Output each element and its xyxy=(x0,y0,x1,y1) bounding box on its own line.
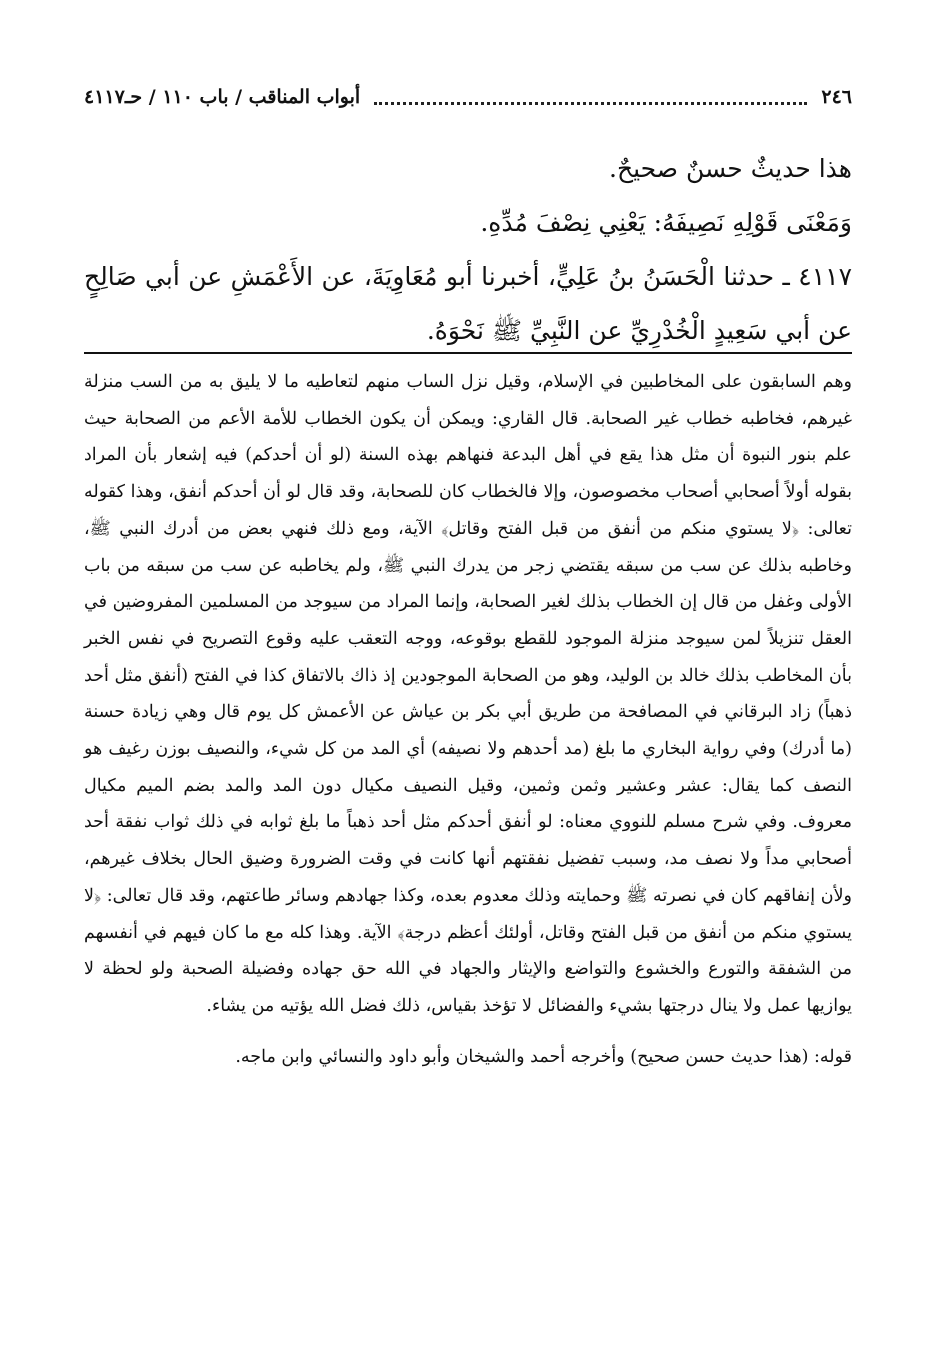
main-text xyxy=(84,142,852,358)
paragraph-gap xyxy=(84,1025,852,1039)
grading-line: هذا حديثٌ حسنٌ صحيحٌ. xyxy=(609,154,852,183)
page-number: ٢٤٦ xyxy=(821,86,852,108)
book-page xyxy=(84,80,852,1310)
running-title: أبواب المناقب / باب ١١٠ / حـ٤١١٧ xyxy=(84,86,361,108)
hadith-text: ٤١١٧ ـ حدثنا الْحَسَنُ بنُ عَلِيٍّ، أخبرنا أبو مُعَاوِيَةَ، عن الأَعْمَشِ عن أبي صَالِحٍ عن أبي سَعِيدٍ الْخُدْرِيِّ عن النَّبِيِّ ﷺ نَحْوَهُ. xyxy=(84,262,852,345)
header-dotted-leader xyxy=(374,102,807,105)
commentary-paragraph-takhrij: قوله: (هذا حديث حسن صحيح) وأخرجه أحمد والشيخان وأبو داود والنسائي وابن ماجه. xyxy=(235,1046,852,1067)
commentary xyxy=(84,364,852,1075)
footnote-divider xyxy=(84,352,852,354)
meaning-line: وَمَعْنَى قَوْلِهِ نَصِيفَهُ: يَعْنِي نِصْفَ مُدِّهِ. xyxy=(480,208,852,237)
page-header xyxy=(84,80,852,114)
commentary-paragraph: وهم السابقون على المخاطبين في الإسلام، وقيل نزل الساب منهم لتعاطيه ما لا يليق به من السب منزلة غيرهم، فخاطبه خطاب غير الصحابة. قال القاري: ويمكن أن يكون الخطاب للأمة الأعم من الصحابة حيث علم بنور النبوة أن مثل هذا يقع في أهل البدعة فنهاهم بهذه السنة (لو أن أحدكم) فيه إشعار بأن المراد بقوله أولاً أصحابي أصحاب مخصوصون، وإلا فالخطاب كان للصحابة، وقد قال لو أن أحدكم أنفق، وهذا كقوله تعالى: ﴿لا يستوي منكم من أنفق من قبل الفتح وقاتل﴾ الآية، ومع ذلك فنهي بعض من أدرك النبي ﷺ، وخاطبه بذلك عن سب من سبقه يقتضي زجر من يدرك النبي ﷺ، ولم يخاطبه عن سب من سبقه من باب الأولى وغفل من قال إن الخطاب بذلك لغير الصحابة، وإنما المراد من سيوجد من المسلمين المفروضين في العقل تنزيلاً لمن سيوجد منزلة الموجود للقطع بوقوعه، ووجه التعقب عليه وقوع التصريح في نفس الخبر بأن المخاطب بذلك خالد بن الوليد، وهو من الصحابة الموجودين إذ ذاك بالاتفاق كذا في الفتح (أنفق مثل أحد ذهباً) زاد البرقاني في المصافحة من طريق أبي بكر بن عياش عن الأعمش كل يوم قال وهي زيادة حسنة (ما أدرك) وفي رواية البخاري ما بلغ (مد أحدهم ولا نصيفه) أي المد من كل شيء، والنصيف بوزن رغيف هو النصف كما يقال: عشر وعشير وثمن وثمين، وقيل النصيف مكيال دون المد والمد بضم الميم مكيال معروف. وفي شرح مسلم للنووي معناه: لو أنفق أحدكم مثل أحد ذهباً ما بلغ ثوابه في ذلك ثواب نفقة أحد أصحابي مداً ولا نصف مد، وسبب تفضيل نفقتهم أنها كانت في وقت الضرورة وضيق الحال بخلاف غيرهم، ولأن إنفاقهم كان في نصرته ﷺ وحمايته وذلك معدوم بعده، وكذا جهادهم وسائر طاعتهم، وقد قال تعالى: ﴿لا يستوي منكم من أنفق من قبل الفتح وقاتل، أولئك أعظم درجة﴾ الآية. وهذا كله مع ما كان فيهم في أنفسهم من الشفقة والتورع والخشوع والتواضع والإيثار والجهاد في الله حق جهاده وفضيلة الصحبة ولو لحظة لا يوازيها عمل ولا ينال درجتها بشيء والفضائل لا تؤخذ بقياس، ذلك فضل الله يؤتيه من يشاء. xyxy=(84,372,852,1016)
